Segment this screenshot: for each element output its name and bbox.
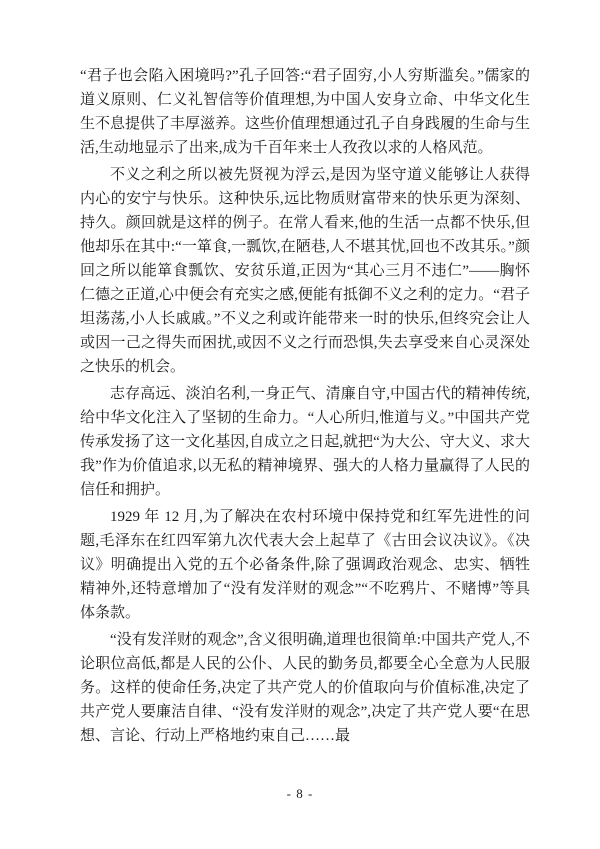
page-number: - 8 - (286, 786, 314, 801)
paragraph-continuation: “君子也会陷入困境吗?”孔子回答:“君子固穷,小人穷斯滥矣。”儒家的道义原则、仁义礼智信等价值理想,为中国人安身立命、中华文化生生不息提供了丰厚滋养。这些价值理想通过孔子自身践履的生命与生活,生动地显示了出来,成为千百年来士人孜孜以求的人格风范。 (80, 68, 531, 156)
paragraph: 不义之利之所以被先贤视为浮云,是因为坚守道义能够让人获得内心的安宁与快乐。这种快乐,远比物质财富带来的快乐更为深刻、持久。颜回就是这样的例子。在常人看来,他的生活一点都不快乐,但他却乐在其中:“一箪食,一瓢饮,在陋巷,人不堪其忧,回也不改其乐。”颜回之所以能箪食瓢饮、安贫乐道,正因为“其心三月不违仁”——胸怀仁德之正道,心中便会有充实之感,便能有抵御不义之利的定力。“君子坦荡荡,小人长戚戚。”不义之利或许能带来一时的快乐,但终究会让人或因一己之得失而困扰,或因不义之行而恐惧,失去享受来自心灵深处之快乐的机会。 (80, 167, 530, 375)
document-text-block (80, 64, 530, 748)
paragraph: 1929 年 12 月,为了解决在农村环境中保持党和红军先进性的问题,毛泽东在红四军第九次代表大会上起草了《古田会议决议》。《决议》明确提出入党的五个必备条件,除了强调政治观念、忠实、牺牲精神外,还特意增加了“没有发洋财的观念”“不吃鸦片、不赌博”等具体条款。 (80, 509, 530, 621)
paragraph: 志存高远、淡泊名利,一身正气、清廉自守,中国古代的精神传统,给中华文化注入了坚韧的生命力。“人心所归,惟道与义。”中国共产党传承发扬了这一文化基因,自成立之日起,就把“为大公、守大义、求大我”作为价值追求,以无私的精神境界、强大的人格力量赢得了人民的信任和拥护。 (80, 386, 530, 498)
paragraph: “没有发洋财的观念”,含义很明确,道理也很简单:中国共产党人,不论职位高低,都是人民的公仆、人民的勤务员,都要全心全意为人民服务。这样的使命任务,决定了共产党人的价值取向与价值标准,决定了共产党人要廉洁自律、“没有发洋财的观念”,决定了共产党人要“在思想、言论、行动上严格地约束自己……最 (80, 632, 530, 744)
